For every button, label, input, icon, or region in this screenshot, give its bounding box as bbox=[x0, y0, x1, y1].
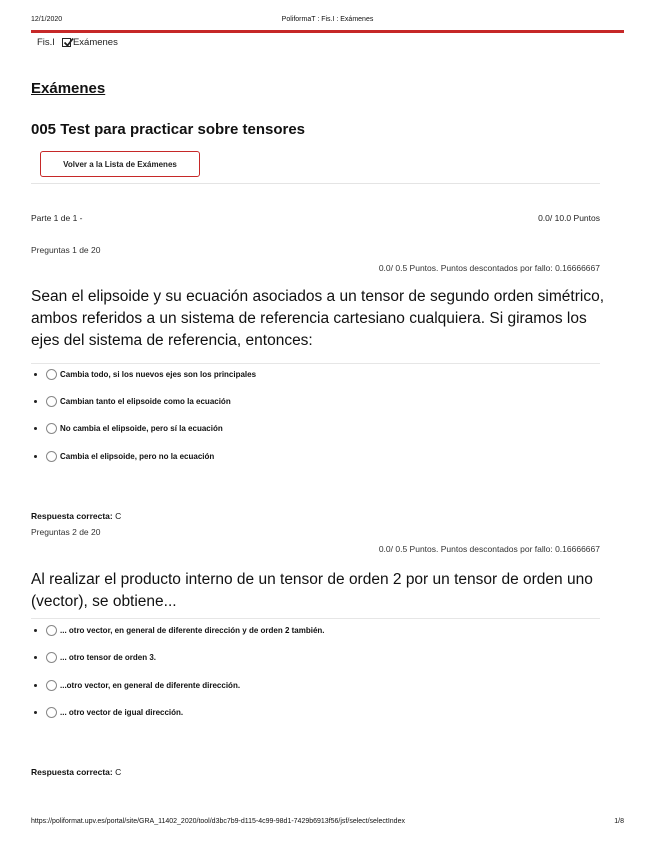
answer-option[interactable] bbox=[34, 421, 600, 435]
radio-button[interactable] bbox=[46, 625, 57, 636]
radio-button[interactable] bbox=[46, 707, 57, 718]
print-footer bbox=[31, 818, 624, 830]
radio-button[interactable] bbox=[46, 451, 57, 462]
print-url: https://poliformat.upv.es/portal/site/GRA_11402_2020/tool/d3bc7b9-d115-4c99-98d1-7429b6913f56/jsf/select/selectIndex bbox=[31, 818, 405, 825]
bullet-icon bbox=[34, 711, 37, 714]
radio-button[interactable] bbox=[46, 680, 57, 691]
question-points: 0.0/ 0.5 Puntos. Puntos descontados por fallo: 0.16666667 bbox=[378, 263, 600, 273]
bullet-icon bbox=[34, 656, 37, 659]
question-text: Al realizar el producto interno de un tensor de orden 2 por un tensor de orden uno (vector), se obtiene... bbox=[31, 571, 593, 610]
correct-answer-value: C bbox=[115, 511, 122, 521]
question-text: Sean el elipsoide y su ecuación asociados a un tensor de segundo orden simétrico, ambos referidos a un sistema de referencia cartesiano cualquiera. Si giramos los ejes del sistema de referencia, entonces: bbox=[31, 288, 605, 349]
question-count: Preguntas 1 de 20 bbox=[31, 245, 101, 255]
header-accent-bar bbox=[31, 30, 624, 33]
answer-option[interactable] bbox=[34, 650, 600, 664]
bullet-icon bbox=[34, 373, 37, 376]
section-title: Exámenes bbox=[31, 80, 106, 97]
breadcrumb bbox=[37, 37, 118, 48]
correct-answer-label: Respuesta correcta: bbox=[31, 767, 113, 777]
divider bbox=[31, 183, 600, 184]
print-header bbox=[31, 16, 624, 28]
answer-option[interactable] bbox=[34, 449, 600, 463]
breadcrumb-tool-label: Exámenes bbox=[72, 37, 118, 48]
correct-answer bbox=[31, 767, 121, 777]
bullet-icon bbox=[34, 455, 37, 458]
print-date: 12/1/2020 bbox=[31, 16, 63, 23]
page-number: 1/8 bbox=[614, 818, 624, 825]
question-points: 0.0/ 0.5 Puntos. Puntos descontados por fallo: 0.16666667 bbox=[378, 544, 600, 554]
answer-option[interactable] bbox=[34, 367, 600, 381]
checkbox-icon bbox=[62, 38, 71, 47]
answer-option[interactable] bbox=[34, 678, 600, 692]
correct-answer-value: C bbox=[115, 767, 122, 777]
question-divider bbox=[31, 618, 600, 619]
back-to-exams-button[interactable]: Volver a la Lista de Exámenes bbox=[40, 151, 200, 177]
answer-option[interactable] bbox=[34, 623, 600, 637]
radio-button[interactable] bbox=[46, 423, 57, 434]
option-label: ... otro tensor de orden 3. bbox=[60, 652, 157, 662]
bullet-icon bbox=[34, 400, 37, 403]
part-points: 0.0/ 10.0 Puntos bbox=[538, 213, 600, 223]
correct-answer bbox=[31, 511, 121, 521]
breadcrumb-site[interactable]: Fis.I bbox=[37, 37, 55, 48]
option-label: Cambia el elipsoide, pero no la ecuación bbox=[60, 451, 215, 461]
option-label: Cambian tanto el elipsoide como la ecuación bbox=[60, 396, 231, 406]
question-divider bbox=[31, 363, 600, 364]
bullet-icon bbox=[34, 427, 37, 430]
option-label: No cambia el elipsoide, pero sí la ecuación bbox=[60, 423, 223, 433]
option-label: ... otro vector de igual dirección. bbox=[60, 707, 184, 717]
breadcrumb-tool[interactable] bbox=[62, 37, 118, 48]
option-label: ...otro vector, en general de diferente dirección. bbox=[60, 680, 241, 690]
bullet-icon bbox=[34, 629, 37, 632]
correct-answer-label: Respuesta correcta: bbox=[31, 511, 113, 521]
radio-button[interactable] bbox=[46, 369, 57, 380]
print-title: PoliformaT : Fis.I : Exámenes bbox=[281, 16, 374, 23]
question-count: Preguntas 2 de 20 bbox=[31, 527, 101, 537]
answer-option[interactable] bbox=[34, 394, 600, 408]
radio-button[interactable] bbox=[46, 652, 57, 663]
radio-button[interactable] bbox=[46, 396, 57, 407]
bullet-icon bbox=[34, 684, 37, 687]
answer-option[interactable] bbox=[34, 705, 600, 719]
part-summary bbox=[31, 213, 600, 223]
option-label: Cambia todo, si los nuevos ejes son los principales bbox=[60, 369, 257, 379]
page-title: 005 Test para practicar sobre tensores bbox=[31, 121, 306, 138]
part-label: Parte 1 de 1 - bbox=[31, 213, 83, 223]
option-label: ... otro vector, en general de diferente dirección y de orden 2 también. bbox=[60, 625, 325, 635]
